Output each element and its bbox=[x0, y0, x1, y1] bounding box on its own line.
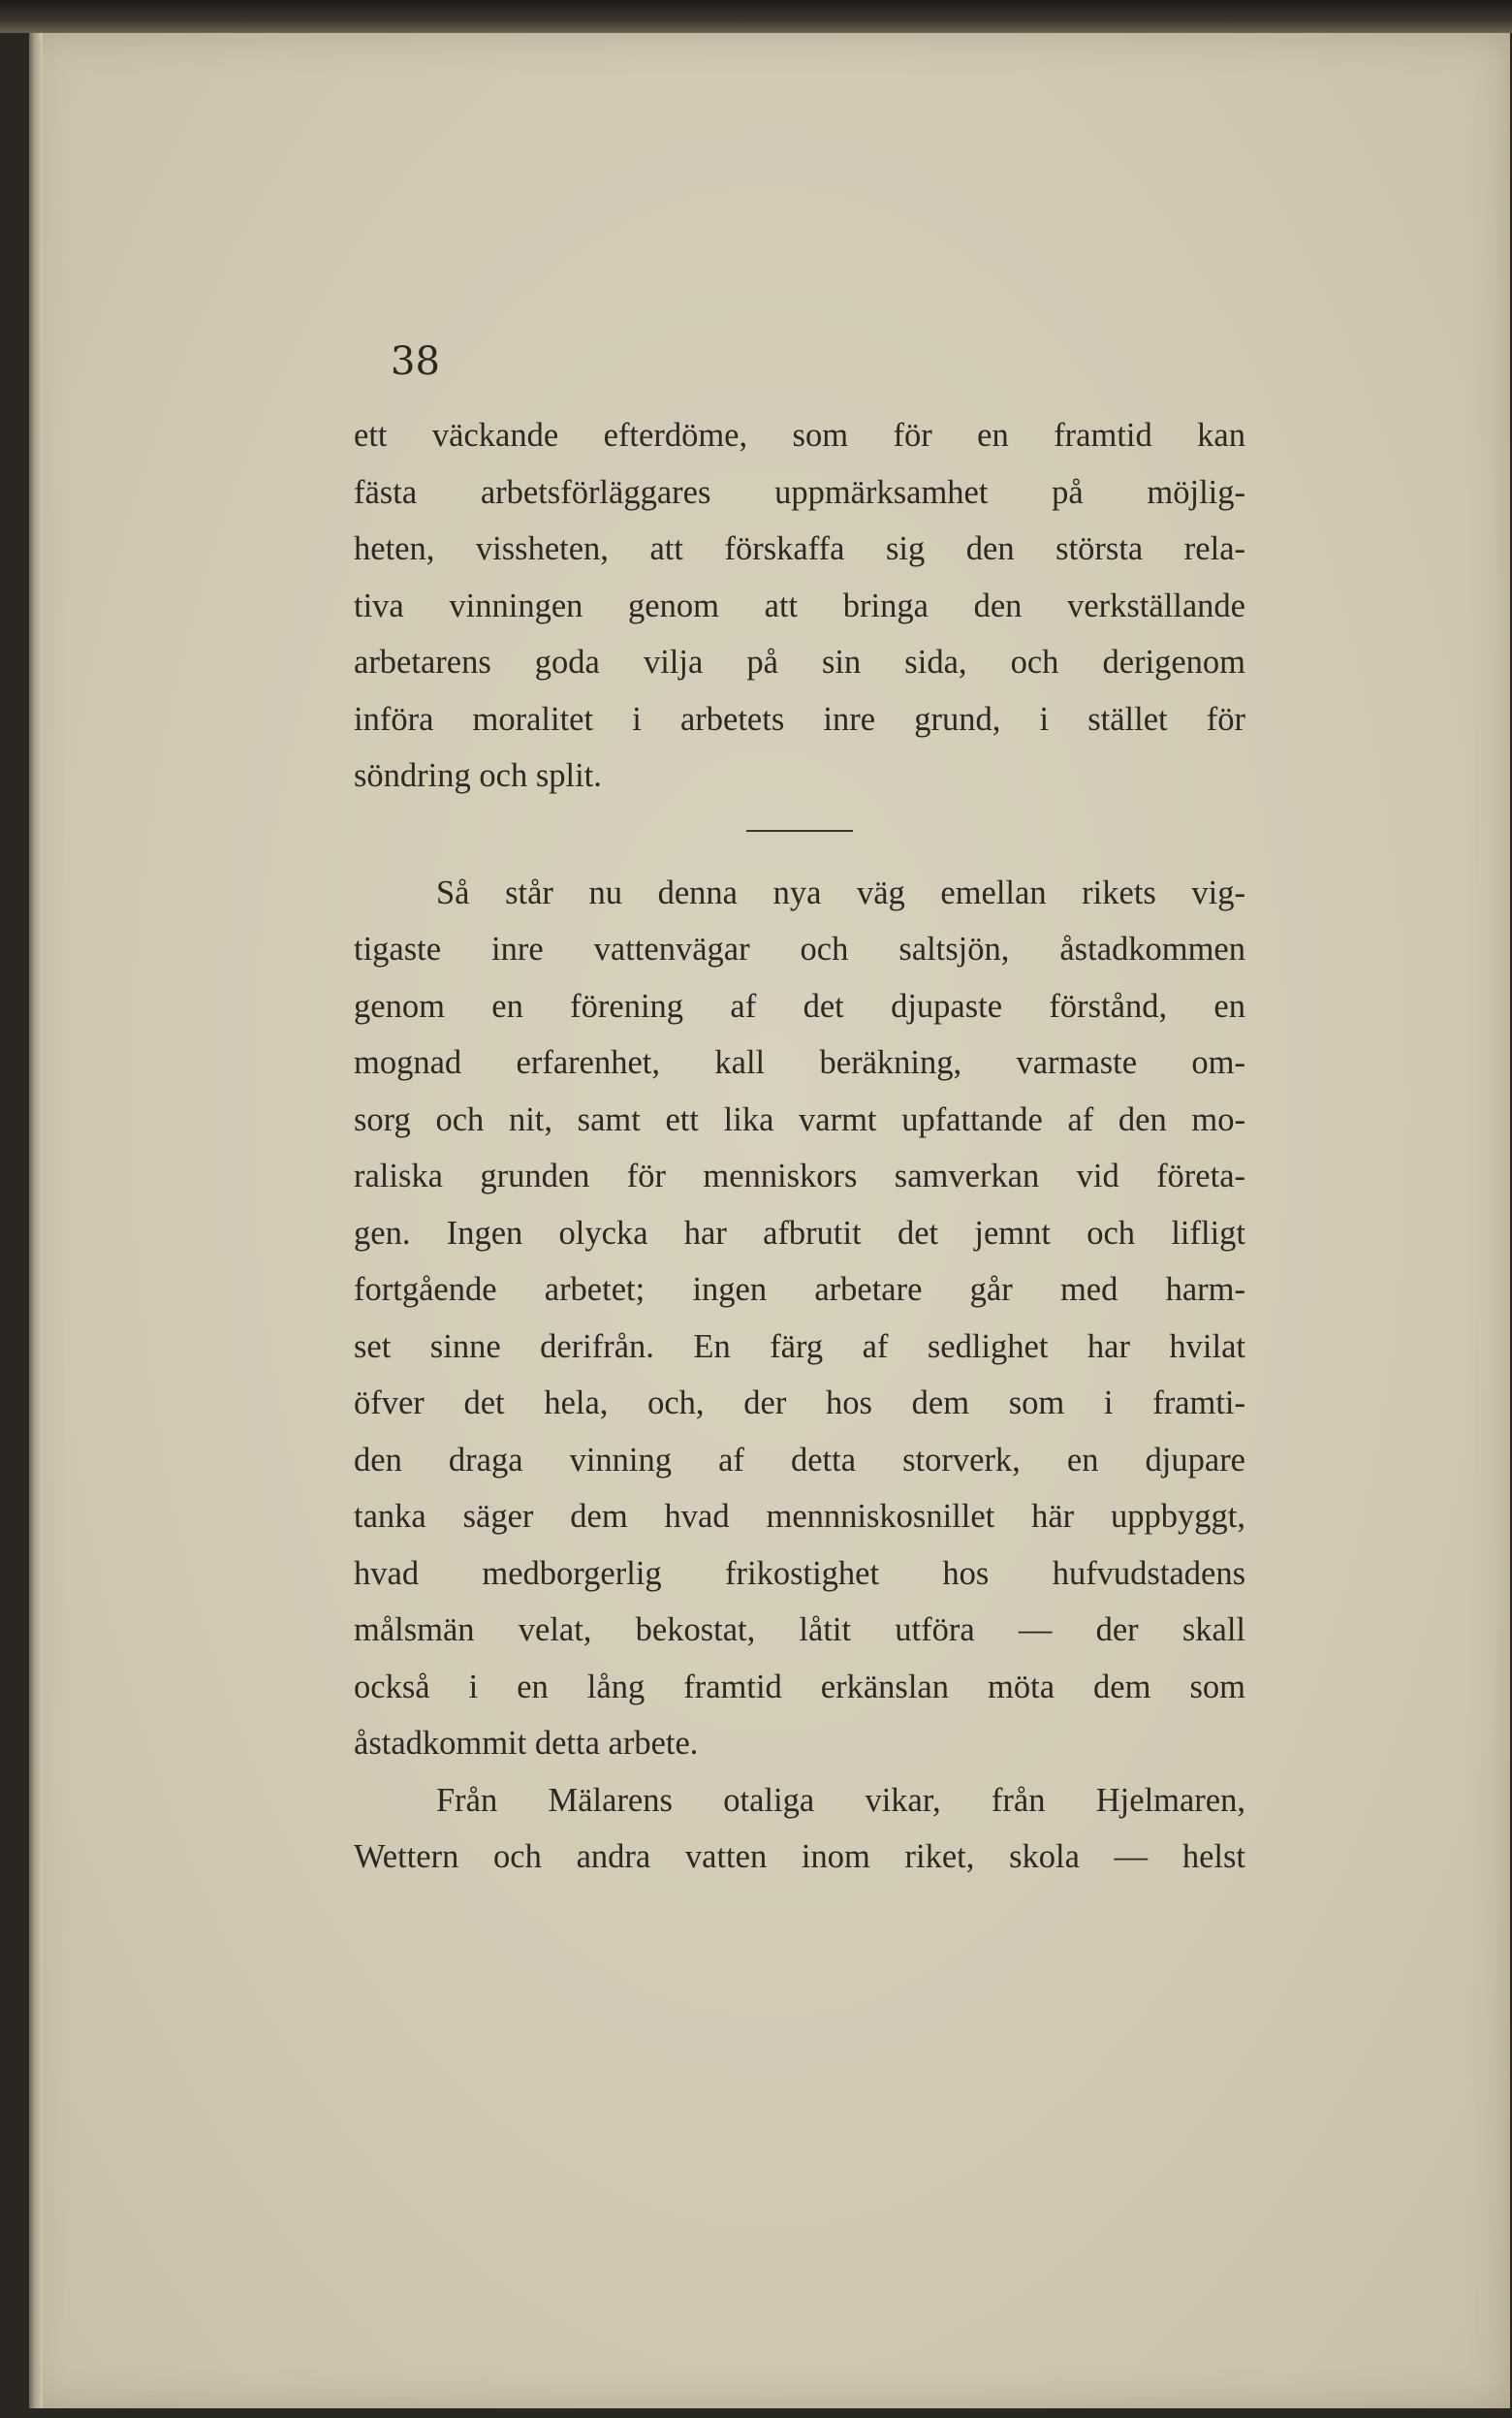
text-line: införa moralitet i arbetets inre grund, i stället för bbox=[354, 700, 1245, 738]
paragraph-3 bbox=[354, 1772, 1245, 1886]
text-line: set sinne derifrån. En färg af sedlighet har hvilat bbox=[354, 1327, 1245, 1365]
text-line: tigaste inre vattenvägar och saltsjön, åstadkommen bbox=[354, 931, 1245, 968]
text-line: ett väckande efterdöme, som för en framtid kan bbox=[354, 417, 1245, 454]
text-line: Så står nu denna nya väg emellan rikets vig- bbox=[436, 874, 1245, 911]
text-line: fästa arbetsförläggares uppmärksamhet på möjlig- bbox=[354, 473, 1245, 511]
text-line: fortgående arbetet; ingen arbetare går med harm- bbox=[354, 1271, 1245, 1308]
text-line: söndring och split. bbox=[354, 757, 602, 794]
book-cover-edge bbox=[0, 0, 1512, 33]
paragraph-2 bbox=[354, 865, 1245, 1772]
page-number: 38 bbox=[391, 339, 440, 384]
text-line: hvad medborgerlig frikostighet hos hufvudstadens bbox=[354, 1554, 1245, 1592]
text-line: tiva vinningen genom att bringa den verkställande bbox=[354, 587, 1245, 624]
text-line: genom en förening af det djupaste förstånd, en bbox=[354, 987, 1245, 1025]
text-line: heten, vissheten, att förskaffa sig den största rela- bbox=[354, 530, 1245, 567]
text-line: gen. Ingen olycka har afbrutit det jemnt och lifligt bbox=[354, 1214, 1245, 1252]
text-line: också i en lång framtid erkänslan möta dem som bbox=[354, 1668, 1245, 1705]
text-line: öfver det hela, och, der hos dem som i framti- bbox=[354, 1384, 1245, 1421]
text-line: mognad erfarenhet, kall beräkning, varmaste om- bbox=[354, 1044, 1245, 1081]
text-line: raliska grunden för menniskors samverkan vid företa- bbox=[354, 1158, 1245, 1194]
page-gutter bbox=[29, 33, 43, 2408]
text-line: tanka säger dem hvad mennniskosnillet här uppbyggt, bbox=[354, 1498, 1245, 1535]
text-line: den draga vinning af detta storverk, en djupare bbox=[354, 1441, 1245, 1479]
text-line: åstadkommit detta arbete. bbox=[354, 1725, 699, 1762]
paragraph-1 bbox=[354, 407, 1245, 805]
section-divider bbox=[746, 830, 853, 832]
body-text bbox=[354, 407, 1245, 1886]
text-line: arbetarens goda vilja på sin sida, och derigenom bbox=[354, 644, 1245, 681]
text-line: Från Mälarens otaliga vikar, från Hjelmaren, bbox=[436, 1781, 1245, 1819]
text-line: sorg och nit, samt ett lika varmt upfattande af den mo- bbox=[354, 1100, 1245, 1138]
text-line: målsmän velat, bekostat, låtit utföra — der skall bbox=[354, 1611, 1245, 1648]
text-line: Wettern och andra vatten inom riket, skola — helst bbox=[354, 1838, 1245, 1875]
